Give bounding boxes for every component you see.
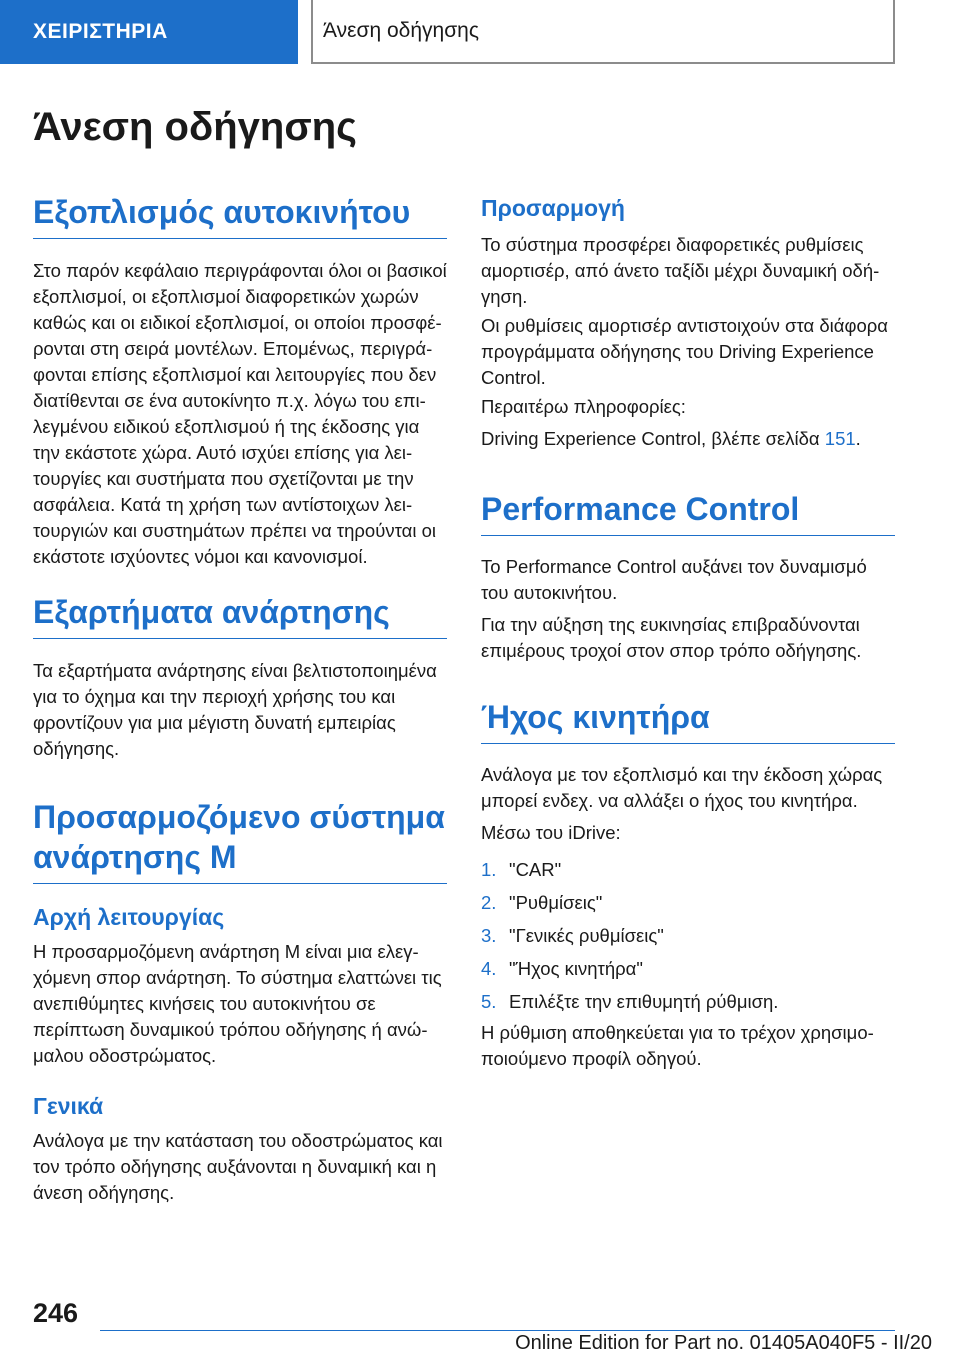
subtitle-general: Γενικά [33,1093,104,1119]
section-title-adaptive-suspension: Προσαρμοζόμενο σύστημα ανάρτησης M [33,797,447,884]
body-engine-sound-3: Η ρύθμιση αποθηκεύεται για το τρέχον χρησιμοποιούμενο προφίλ οδηγού. [481,1022,874,1069]
reference-end: . [855,428,861,449]
list-item-number: 3. [481,925,497,946]
list-item-number: 2. [481,892,497,913]
body-performance-control-2: Για την αύξηση της ευκινησίας επιβραδύνονται επιμέρους τροχοί στον σπορ τρόπο οδήγησης. [481,614,862,661]
header-chapter-tab: ΧΕΙΡΙΣΤΗΡΙΑ [0,0,298,64]
section-title-engine-sound: Ήχος κινητήρα [481,697,895,744]
list-item-number: 4. [481,958,497,979]
section-title-vehicle-equipment: Εξοπλισμός αυτοκινήτου [33,192,447,239]
section-title-suspension-parts: Εξαρτήματα ανάρτησης [33,592,447,639]
list-item-text: "Ήχος κινητήρα" [509,958,643,979]
body-reference [481,426,895,452]
list-item-number: 5. [481,991,497,1012]
section-body-vehicle-equipment: Στο παρόν κεφάλαιο περιγράφονται όλοι οι βασικοί εξοπλισμοί, οι εξοπλισμοί διαφορετικών χωρών καθώς και οι ειδικοί εξοπλισμοί, οι οποίοι προσφέρονται στη σειρά μοντέλων. Επομένως, περιγράφονται επίσης εξοπλισμοί και λειτουργίες που δεν διατίθενται σε ένα αυτοκίνητο π.χ. λόγω του επιλεγμένου ειδικού εξοπλισμού ή της έκδοσης για την εκάστοτε χώρα. Αυτό ισχύει επίσης για λειτουργίες και συστήματα που σχετίζονται με την ασφάλεια. Κατά τη χρήση των αντίστοιχων λειτουργιών και συστημάτων πρέπει να τηρούνται οι εκάστοτε ισχύοντες νόμοι και κανονισμοί. [33,260,447,567]
list-item-text: Επιλέξτε την επιθυμητή ρύθμιση. [509,991,779,1012]
subtitle-operating-principle: Αρχή λειτουργίας [33,904,225,930]
list-item-text: "CAR" [509,859,562,880]
body-performance-control-1: Το Performance Control αυξάνει τον δυναμισμό του αυτοκινήτου. [481,556,867,603]
body-engine-sound-1: Ανάλογα με τον εξοπλισμό και την έκδοση χώρας μπορεί ενδεχ. να αλλάξει ο ήχος του κινητήρα. [481,764,883,811]
list-item-number: 1. [481,859,497,880]
list-item-text: "Γενικές ρυθμίσεις" [509,925,664,946]
body-engine-sound-2: Μέσω του iDrive: [481,822,621,843]
section-title-performance-control: Performance Control [481,489,895,536]
footer-edition: Online Edition for Part no. 01405A040F5 - II/20 [515,1332,932,1354]
subtitle-adjustment: Προσαρμογή [481,195,625,221]
reference-text: Driving Experience Control, βλέπε σελίδα [481,428,825,449]
body-further-info: Περαιτέρω πληροφορίες: [481,396,686,417]
list-item-text: "Ρυθμίσεις" [509,892,603,913]
section-body-suspension-parts: Τα εξαρτήματα ανάρτησης είναι βελτιστοποιημένα για το όχημα και την περιοχή χρήσης του και φροντίζουν για μια μέγιστη δυνατή εμπειρίας οδήγησης. [33,660,437,759]
header-section-label: Άνεση οδήγησης [311,0,895,64]
body-adjustment-1: Το σύστημα προσφέρει διαφορετικές ρυθμίσεις αμορτισέρ, από άνετο ταξίδι μέχρι δυναμική οδήγηση. [481,234,880,307]
page-number: 246 [33,1298,79,1328]
body-operating-principle: Η προσαρμοζόμενη ανάρτηση M είναι μια ελεγχόμενη σπορ ανάρτηση. Το σύστημα ελαττώνει τις ανεπιθύμητες κινήσεις του αυτοκινήτου σε περίπτωση δυναμικού τρόπου οδήγησης ή ανώμαλου οδοστρώματος. [33,941,442,1066]
page-reference-link[interactable]: 151 [824,428,856,449]
page-title: Άνεση οδήγησης [33,105,357,149]
body-adjustment-2: Οι ρυθμίσεις αμορτισέρ αντιστοιχούν στα διάφορα προγράμματα οδήγησης του Driving Experience Control. [481,315,888,388]
body-general: Ανάλογα με την κατάσταση του οδοστρώματος και τον τρόπο οδήγησης αυξάνονται η δυναμική και η άνεση οδήγησης. [33,1130,443,1203]
footer-divider [100,1330,895,1331]
